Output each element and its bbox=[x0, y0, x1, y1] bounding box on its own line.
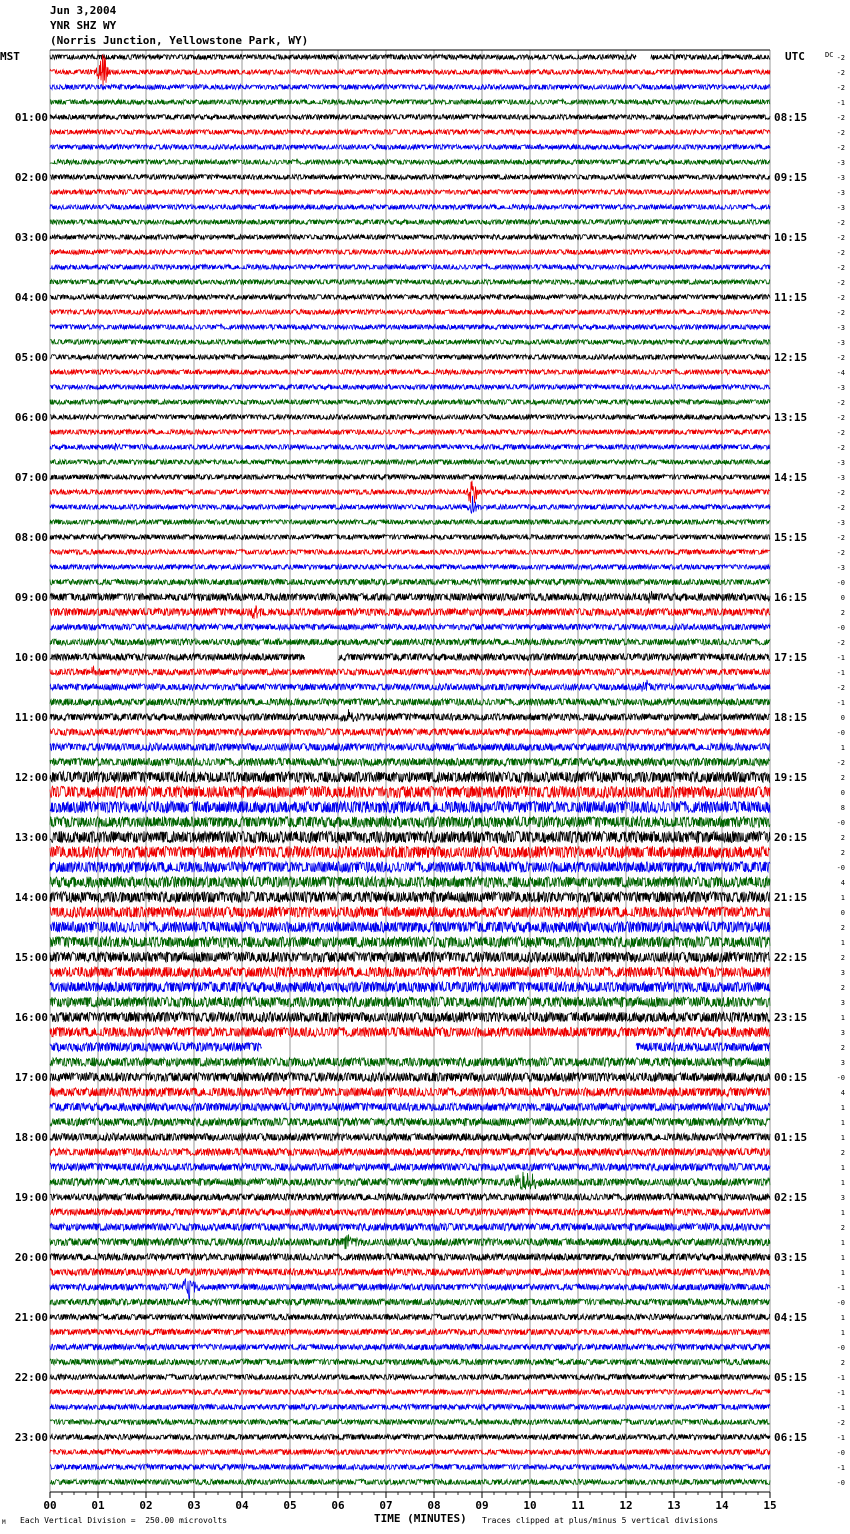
x-tick-label: 05 bbox=[283, 1499, 297, 1512]
trace-line bbox=[50, 1027, 770, 1037]
trace-line bbox=[50, 1088, 770, 1097]
dc-offset-label: -2 bbox=[836, 684, 845, 692]
trace-line bbox=[50, 772, 770, 783]
dc-offset-label: -2 bbox=[836, 549, 845, 557]
trace-line bbox=[50, 709, 770, 721]
x-tick-label: 10 bbox=[523, 1499, 537, 1512]
trace-line bbox=[50, 1279, 770, 1300]
trace-line bbox=[50, 400, 770, 405]
trace-line bbox=[50, 520, 770, 525]
trace-line bbox=[50, 130, 770, 135]
trace-line bbox=[50, 355, 770, 360]
right-hour-label: 17:15 bbox=[774, 651, 808, 664]
right-timezone-label: UTC bbox=[785, 50, 805, 63]
trace-line bbox=[50, 460, 770, 465]
right-hour-label: 23:15 bbox=[774, 1011, 808, 1024]
trace-line bbox=[50, 1464, 770, 1469]
dc-offset-label: 1 bbox=[840, 1179, 845, 1187]
x-tick-label: 06 bbox=[331, 1499, 345, 1512]
trace-line bbox=[50, 1299, 770, 1305]
dc-offset-label: 2 bbox=[840, 774, 845, 782]
x-tick-label: 08 bbox=[427, 1499, 441, 1512]
trace-line bbox=[50, 786, 770, 798]
trace-line bbox=[50, 205, 770, 210]
x-tick-label: 15 bbox=[763, 1499, 777, 1512]
left-timezone-label: MST bbox=[0, 50, 20, 63]
trace-line bbox=[50, 415, 770, 420]
trace-line bbox=[50, 579, 770, 585]
trace-line bbox=[50, 1103, 770, 1111]
dc-offset-label: -2 bbox=[836, 444, 845, 452]
dc-offset-label: -0 bbox=[836, 819, 845, 827]
dc-offset-label: -0 bbox=[836, 1449, 845, 1457]
trace-line bbox=[50, 550, 770, 555]
trace-line bbox=[50, 1479, 770, 1484]
trace-line bbox=[50, 1269, 770, 1276]
right-hour-label: 12:15 bbox=[774, 351, 808, 364]
dc-offset-label: 1 bbox=[840, 939, 845, 947]
dc-offset-label: -3 bbox=[836, 189, 845, 197]
left-hour-label: 13:00 bbox=[14, 831, 48, 844]
dc-offset-label: 0 bbox=[840, 789, 845, 797]
trace-line bbox=[50, 1234, 770, 1249]
trace-line bbox=[50, 846, 770, 858]
dc-offset-label: 2 bbox=[840, 924, 845, 932]
dc-offset-label: -1 bbox=[836, 1464, 845, 1472]
left-hour-label: 09:00 bbox=[14, 591, 48, 604]
left-hour-label: 02:00 bbox=[14, 171, 48, 184]
x-tick-label: 07 bbox=[379, 1499, 393, 1512]
dc-offset-label: 0 bbox=[840, 594, 845, 602]
left-hour-label: 12:00 bbox=[14, 771, 48, 784]
dc-offset-label: -2 bbox=[836, 219, 845, 227]
trace-line bbox=[50, 443, 770, 450]
dc-offset-label: 2 bbox=[840, 609, 845, 617]
trace-line bbox=[50, 937, 770, 948]
dc-offset-label: -2 bbox=[836, 429, 845, 437]
trace-line bbox=[50, 952, 770, 962]
trace-line bbox=[50, 892, 770, 903]
dc-label: DC bbox=[825, 51, 834, 59]
dc-offset-label: 1 bbox=[840, 1314, 845, 1322]
trace-line bbox=[50, 862, 770, 873]
trace-line bbox=[50, 1012, 770, 1022]
dc-offset-label: 2 bbox=[840, 954, 845, 962]
dc-offset-label: 4 bbox=[840, 879, 845, 887]
dc-offset-label: -2 bbox=[836, 249, 845, 257]
trace-line bbox=[50, 385, 770, 390]
dc-offset-label: 8 bbox=[840, 804, 845, 812]
trace-line bbox=[50, 235, 770, 240]
left-hour-label: 05:00 bbox=[14, 351, 48, 364]
left-hour-label: 01:00 bbox=[14, 111, 48, 124]
dc-offset-label: 3 bbox=[840, 1059, 845, 1067]
trace-line bbox=[50, 481, 770, 503]
right-hour-label: 08:15 bbox=[774, 111, 808, 124]
trace-line bbox=[50, 1148, 770, 1155]
dc-offset-label: 2 bbox=[840, 849, 845, 857]
dc-offset-label: -0 bbox=[836, 624, 845, 632]
trace-line bbox=[50, 280, 770, 285]
right-hour-label: 19:15 bbox=[774, 771, 808, 784]
trace-line bbox=[50, 654, 770, 661]
dc-offset-label: -0 bbox=[836, 1299, 845, 1307]
trace-line bbox=[50, 175, 770, 180]
dc-offset-label: -2 bbox=[836, 144, 845, 152]
dc-offset-label: -2 bbox=[836, 114, 845, 122]
trace-line bbox=[50, 907, 770, 918]
x-tick-label: 14 bbox=[715, 1499, 729, 1512]
trace-line bbox=[50, 220, 770, 225]
trace-line bbox=[50, 639, 770, 645]
dc-offset-label: 2 bbox=[840, 1224, 845, 1232]
trace-line bbox=[50, 758, 770, 766]
trace-line bbox=[50, 190, 770, 195]
x-tick-label: 09 bbox=[475, 1499, 489, 1512]
dc-offset-label: 1 bbox=[840, 1209, 845, 1217]
trace-line bbox=[50, 922, 770, 933]
right-hour-label: 00:15 bbox=[774, 1071, 808, 1084]
right-hour-label: 09:15 bbox=[774, 171, 808, 184]
trace-line bbox=[50, 1194, 770, 1201]
right-hour-label: 18:15 bbox=[774, 711, 808, 724]
dc-offset-label: -1 bbox=[836, 99, 845, 107]
trace-line bbox=[50, 877, 770, 888]
trace-line bbox=[50, 1329, 770, 1335]
dc-offset-label: -3 bbox=[836, 339, 845, 347]
dc-offset-label: 4 bbox=[840, 1089, 845, 1097]
trace-line bbox=[50, 1434, 770, 1439]
dc-offset-label: -2 bbox=[836, 399, 845, 407]
dc-offset-label: 0 bbox=[840, 909, 845, 917]
trace-line bbox=[50, 1254, 770, 1261]
dc-offset-label: -0 bbox=[836, 729, 845, 737]
x-tick-label: 03 bbox=[187, 1499, 201, 1512]
dc-offset-label: 2 bbox=[840, 1149, 845, 1157]
trace-line bbox=[50, 605, 770, 619]
trace-line bbox=[50, 100, 770, 105]
trace-line bbox=[50, 1223, 770, 1230]
footer-mark: M bbox=[2, 1519, 6, 1526]
trace-line bbox=[50, 982, 770, 992]
dc-offset-label: 1 bbox=[840, 1269, 845, 1277]
right-hour-label: 01:15 bbox=[774, 1131, 808, 1144]
trace-line bbox=[50, 666, 770, 676]
right-hour-label: 15:15 bbox=[774, 531, 808, 544]
dc-offset-label: 3 bbox=[840, 969, 845, 977]
dc-offset-label: -2 bbox=[836, 309, 845, 317]
left-hour-label: 23:00 bbox=[14, 1431, 48, 1444]
trace-line bbox=[50, 997, 770, 1007]
trace-line bbox=[50, 1043, 770, 1052]
trace-line bbox=[50, 160, 770, 165]
trace-line bbox=[50, 535, 770, 540]
dc-offset-label: -2 bbox=[836, 759, 845, 767]
trace-line bbox=[50, 1359, 770, 1365]
right-hour-label: 22:15 bbox=[774, 951, 808, 964]
trace-line bbox=[50, 430, 770, 435]
dc-offset-label: -2 bbox=[836, 534, 845, 542]
dc-offset-label: 2 bbox=[840, 1044, 845, 1052]
dc-offset-label: 1 bbox=[840, 1119, 845, 1127]
x-tick-label: 04 bbox=[235, 1499, 249, 1512]
dc-offset-label: -1 bbox=[836, 699, 845, 707]
trace-line bbox=[50, 1163, 770, 1170]
trace-line bbox=[50, 817, 770, 828]
dc-offset-label: -2 bbox=[836, 294, 845, 302]
dc-offset-label: -2 bbox=[836, 414, 845, 422]
trace-line bbox=[50, 370, 770, 375]
left-hour-label: 08:00 bbox=[14, 531, 48, 544]
trace-line bbox=[50, 699, 770, 706]
x-tick-label: 12 bbox=[619, 1499, 633, 1512]
trace-line bbox=[50, 1389, 770, 1394]
left-hour-label: 21:00 bbox=[14, 1311, 48, 1324]
dc-offset-label: 2 bbox=[840, 1359, 845, 1367]
trace-line bbox=[50, 624, 770, 630]
dc-offset-label: 3 bbox=[840, 1194, 845, 1202]
trace-line bbox=[50, 310, 770, 315]
trace-line bbox=[50, 1133, 770, 1140]
left-hour-label: 16:00 bbox=[14, 1011, 48, 1024]
left-hour-label: 10:00 bbox=[14, 651, 48, 664]
x-tick-label: 13 bbox=[667, 1499, 681, 1512]
dc-offset-label: -2 bbox=[836, 69, 845, 77]
dc-offset-label: -0 bbox=[836, 579, 845, 587]
right-hour-label: 10:15 bbox=[774, 231, 808, 244]
dc-offset-label: -1 bbox=[836, 654, 845, 662]
right-hour-label: 11:15 bbox=[774, 291, 808, 304]
dc-offset-label: -3 bbox=[836, 159, 845, 167]
dc-offset-label: -1 bbox=[836, 669, 845, 677]
dc-offset-label: -2 bbox=[836, 354, 845, 362]
trace-line bbox=[50, 496, 770, 514]
x-tick-label: 00 bbox=[43, 1499, 57, 1512]
dc-offset-label: 3 bbox=[840, 999, 845, 1007]
trace-line bbox=[50, 967, 770, 977]
left-hour-label: 22:00 bbox=[14, 1371, 48, 1384]
left-hour-label: 15:00 bbox=[14, 951, 48, 964]
left-hour-label: 03:00 bbox=[14, 231, 48, 244]
dc-offset-label: -0 bbox=[836, 1344, 845, 1352]
left-hour-label: 18:00 bbox=[14, 1131, 48, 1144]
trace-line bbox=[50, 295, 770, 300]
dc-offset-label: -1 bbox=[836, 1434, 845, 1442]
right-hour-label: 13:15 bbox=[774, 411, 808, 424]
dc-offset-label: 1 bbox=[840, 744, 845, 752]
trace-line bbox=[50, 475, 770, 480]
left-hour-label: 07:00 bbox=[14, 471, 48, 484]
dc-offset-label: -1 bbox=[836, 1404, 845, 1412]
trace-line bbox=[50, 1118, 770, 1126]
trace-line bbox=[50, 85, 770, 90]
trace-line bbox=[50, 145, 770, 150]
right-hour-label: 06:15 bbox=[774, 1431, 808, 1444]
trace-line bbox=[50, 1172, 770, 1190]
dc-offset-label: -2 bbox=[836, 504, 845, 512]
helicorder-date: Jun 3,2004 bbox=[50, 4, 117, 17]
trace-line bbox=[50, 325, 770, 330]
left-hour-label: 04:00 bbox=[14, 291, 48, 304]
right-hour-label: 04:15 bbox=[774, 1311, 808, 1324]
left-hour-label: 17:00 bbox=[14, 1071, 48, 1084]
dc-offset-label: -3 bbox=[836, 474, 845, 482]
dc-offset-label: -1 bbox=[836, 1374, 845, 1382]
dc-offset-label: 1 bbox=[840, 1014, 845, 1022]
vertical-scale-note: Each Vertical Division = 250.00 microvolts bbox=[20, 1516, 228, 1525]
station-code: YNR SHZ WY bbox=[50, 19, 117, 32]
dc-offset-label: -1 bbox=[836, 1389, 845, 1397]
trace-line bbox=[50, 591, 770, 604]
dc-offset-label: 1 bbox=[840, 1329, 845, 1337]
dc-offset-label: 3 bbox=[840, 1029, 845, 1037]
trace-line bbox=[50, 1314, 770, 1320]
trace-line bbox=[50, 1209, 770, 1216]
right-hour-label: 20:15 bbox=[774, 831, 808, 844]
dc-offset-label: 2 bbox=[840, 834, 845, 842]
left-hour-label: 20:00 bbox=[14, 1251, 48, 1264]
dc-offset-label: -0 bbox=[836, 1074, 845, 1082]
trace-line bbox=[50, 1058, 770, 1067]
trace-line bbox=[50, 729, 770, 736]
trace-line bbox=[50, 265, 770, 270]
dc-offset-label: -2 bbox=[836, 639, 845, 647]
trace-line bbox=[50, 250, 770, 255]
trace-line bbox=[50, 115, 770, 120]
trace-line bbox=[50, 680, 770, 692]
dc-offset-label: -3 bbox=[836, 564, 845, 572]
trace-line bbox=[50, 1404, 770, 1409]
dc-offset-label: 1 bbox=[840, 894, 845, 902]
trace-line bbox=[50, 743, 770, 750]
dc-offset-label: 2 bbox=[840, 984, 845, 992]
dc-offset-label: -3 bbox=[836, 324, 845, 332]
dc-offset-label: -0 bbox=[836, 864, 845, 872]
trace-line bbox=[50, 1449, 770, 1454]
dc-offset-label: 1 bbox=[840, 1239, 845, 1247]
dc-offset-label: -2 bbox=[836, 264, 845, 272]
dc-offset-label: -3 bbox=[836, 204, 845, 212]
right-hour-label: 02:15 bbox=[774, 1191, 808, 1204]
trace-line bbox=[50, 565, 770, 570]
clip-note: Traces clipped at plus/minus 5 vertical divisions bbox=[482, 1516, 719, 1525]
dc-offset-label: -1 bbox=[836, 1284, 845, 1292]
dc-offset-label: -2 bbox=[836, 489, 845, 497]
dc-offset-label: -3 bbox=[836, 459, 845, 467]
x-tick-label: 02 bbox=[139, 1499, 153, 1512]
dc-offset-label: -3 bbox=[836, 519, 845, 527]
trace-line bbox=[50, 1073, 770, 1082]
right-hour-label: 16:15 bbox=[774, 591, 808, 604]
right-hour-label: 03:15 bbox=[774, 1251, 808, 1264]
dc-offset-label: -4 bbox=[836, 369, 845, 377]
right-hour-label: 05:15 bbox=[774, 1371, 808, 1384]
left-hour-label: 14:00 bbox=[14, 891, 48, 904]
dc-offset-label: -2 bbox=[836, 84, 845, 92]
left-hour-label: 11:00 bbox=[14, 711, 48, 724]
x-axis-title: TIME (MINUTES) bbox=[374, 1512, 467, 1525]
trace-line bbox=[50, 1419, 770, 1424]
x-tick-label: 11 bbox=[571, 1499, 585, 1512]
left-hour-label: 19:00 bbox=[14, 1191, 48, 1204]
dc-offset-label: -3 bbox=[836, 384, 845, 392]
dc-offset-label: 1 bbox=[840, 1164, 845, 1172]
dc-offset-label: -3 bbox=[836, 174, 845, 182]
trace-line bbox=[50, 54, 770, 87]
trace-line bbox=[50, 801, 770, 813]
x-tick-label: 01 bbox=[91, 1499, 105, 1512]
dc-offset-label: 0 bbox=[840, 714, 845, 722]
dc-offset-label: -0 bbox=[836, 1479, 845, 1487]
dc-offset-label: -2 bbox=[836, 234, 845, 242]
right-hour-label: 14:15 bbox=[774, 471, 808, 484]
dc-offset-label: 1 bbox=[840, 1104, 845, 1112]
trace-line bbox=[50, 340, 770, 345]
dc-offset-label: -2 bbox=[836, 129, 845, 137]
dc-offset-label: -2 bbox=[836, 279, 845, 287]
trace-line bbox=[50, 1374, 770, 1379]
right-hour-label: 21:15 bbox=[774, 891, 808, 904]
trace-line bbox=[50, 1344, 770, 1350]
dc-offset-label: -2 bbox=[836, 1419, 845, 1427]
trace-line bbox=[50, 831, 770, 843]
dc-offset-label: 1 bbox=[840, 1134, 845, 1142]
dc-offset-label: 1 bbox=[840, 1254, 845, 1262]
station-location: (Norris Junction, Yellowstone Park, WY) bbox=[50, 34, 309, 47]
trace-line bbox=[50, 55, 770, 60]
dc-offset-label: -2 bbox=[836, 54, 845, 62]
left-hour-label: 06:00 bbox=[14, 411, 48, 424]
